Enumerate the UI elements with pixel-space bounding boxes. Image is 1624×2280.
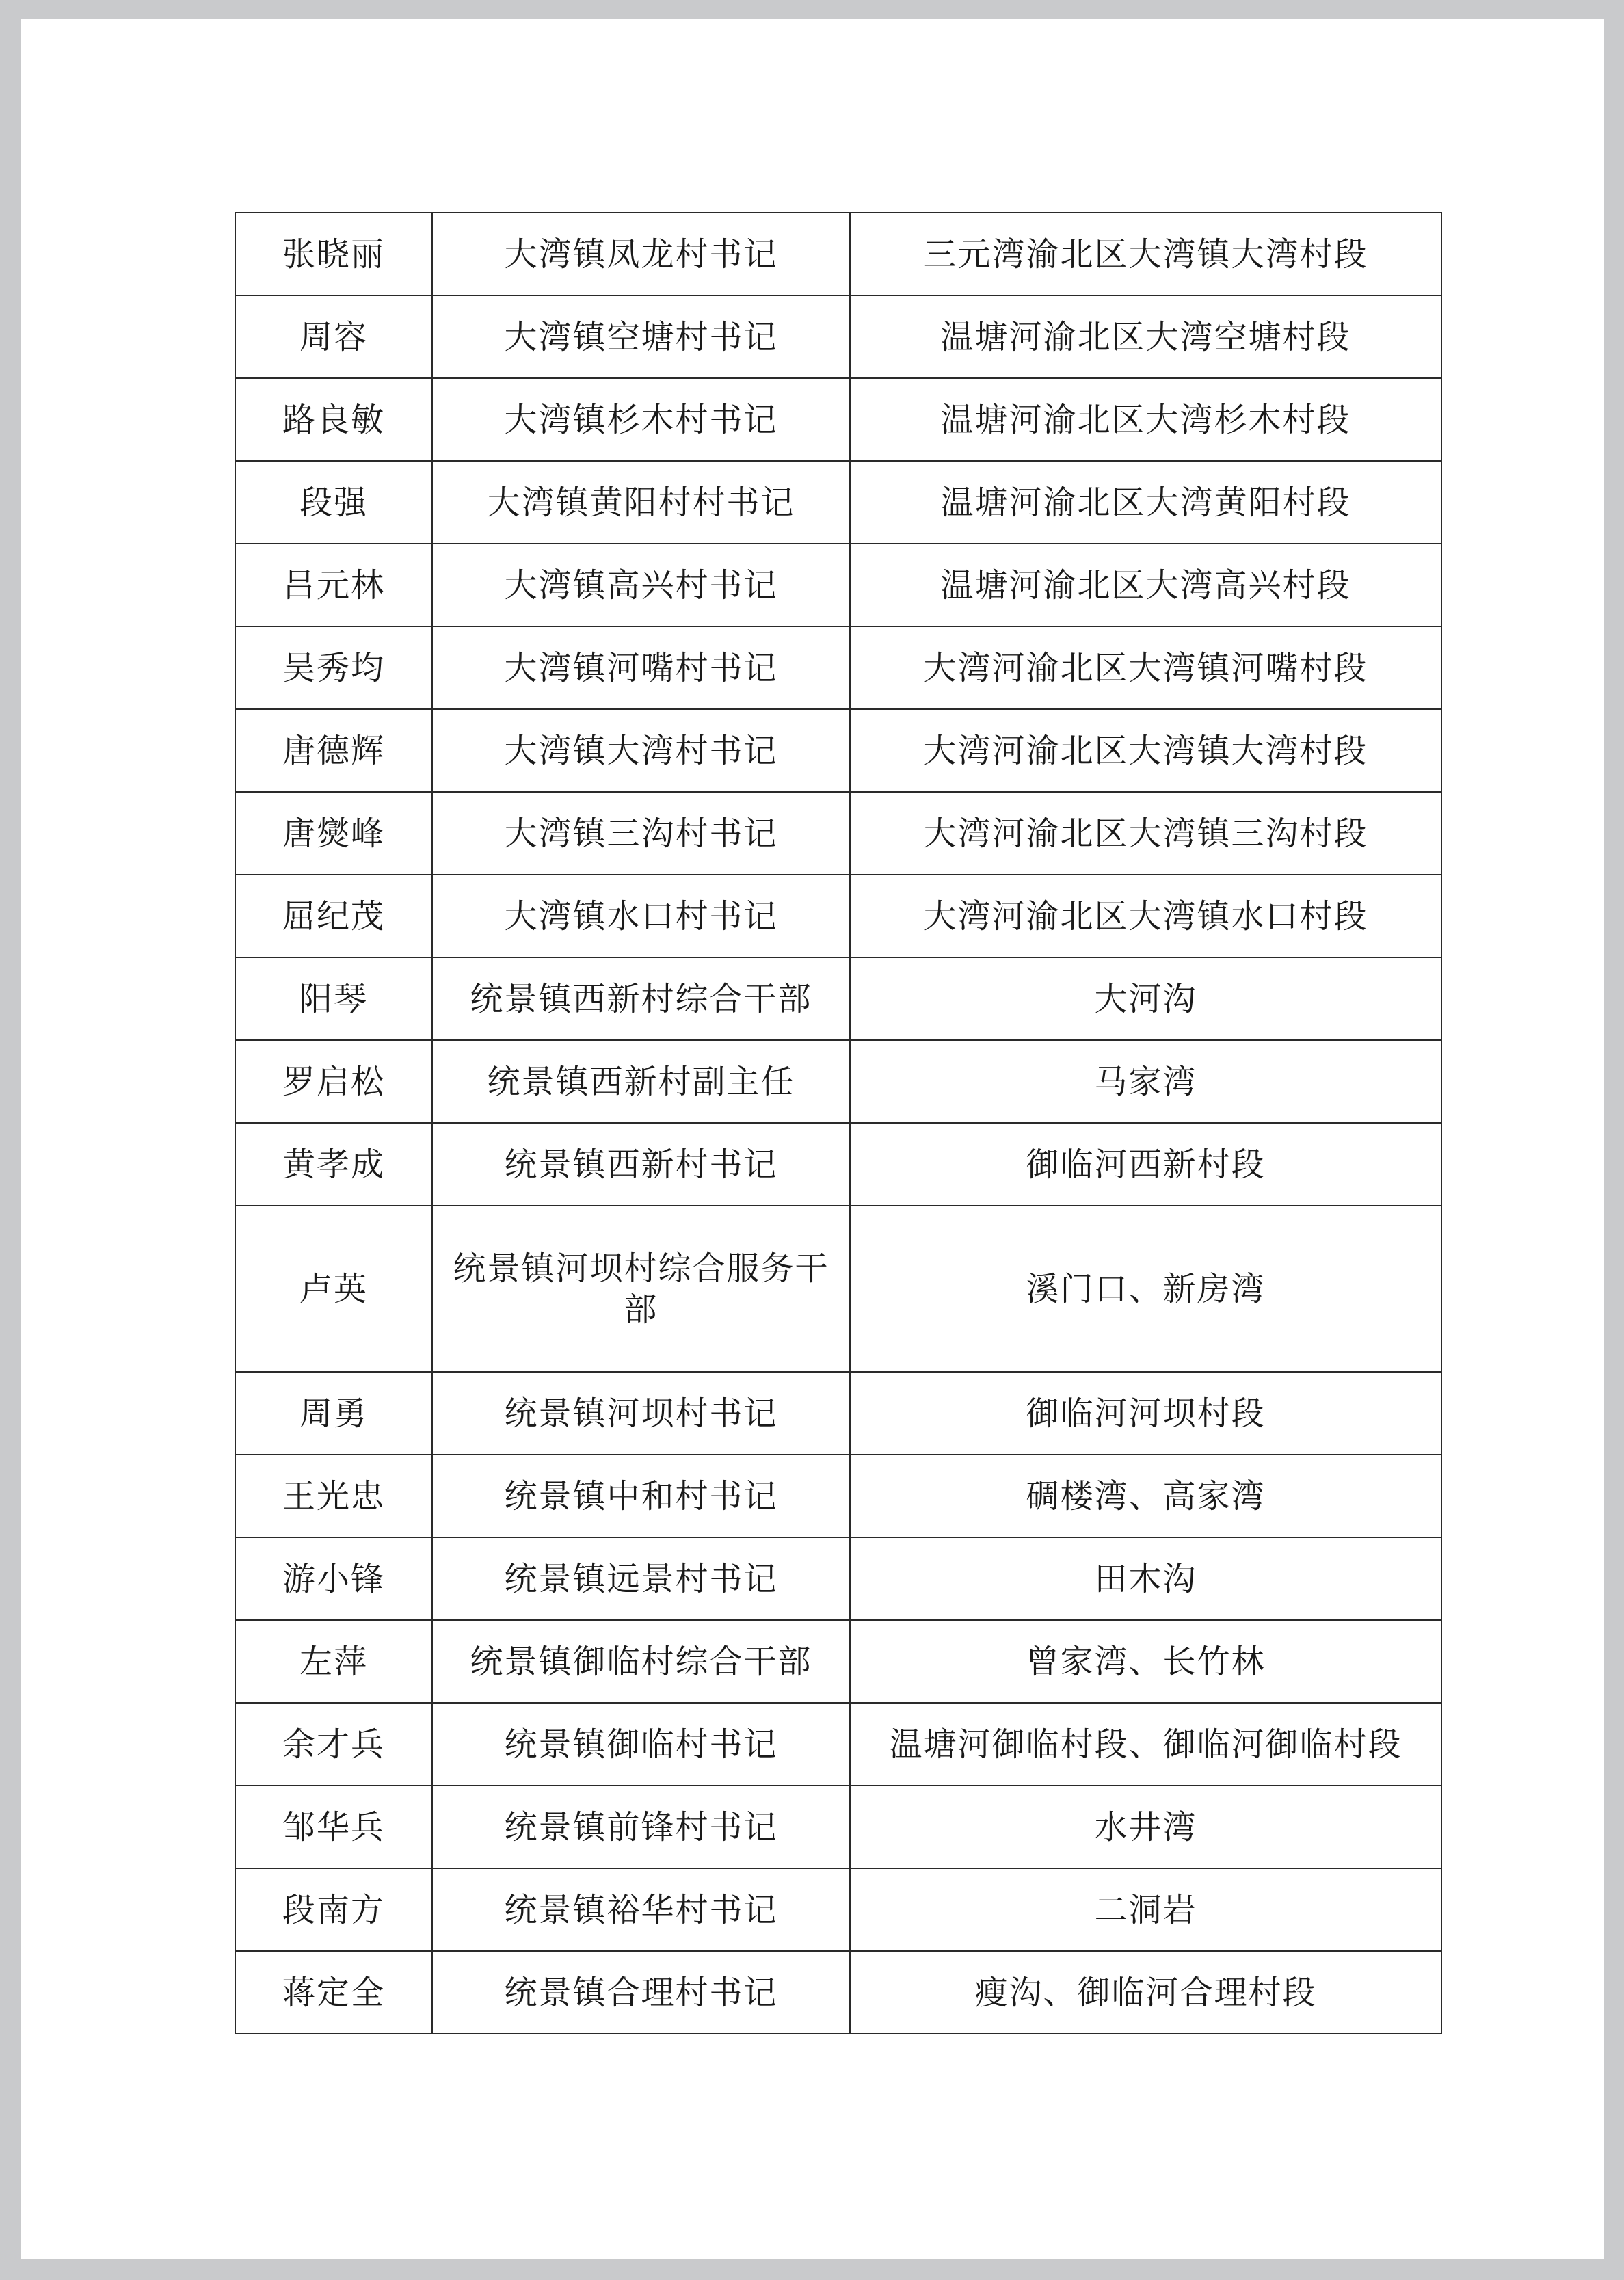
river-section-cell: 水井湾 [850,1786,1441,1868]
river-section-cell: 瘦沟、御临河合理村段 [850,1951,1441,2034]
position-cell: 统景镇远景村书记 [432,1537,850,1620]
position-cell: 统景镇西新村书记 [432,1123,850,1206]
river-section-cell: 温塘河渝北区大湾高兴村段 [850,544,1441,626]
table-row [235,1372,1441,1455]
position-cell: 统景镇御临村书记 [432,1703,850,1786]
name-cell: 余才兵 [235,1703,432,1786]
table-row [235,378,1441,461]
name-cell: 吴秀均 [235,626,432,709]
position-cell: 大湾镇三沟村书记 [432,792,850,875]
name-cell: 屈纪茂 [235,875,432,957]
position-cell: 统景镇西新村副主任 [432,1040,850,1123]
table-row [235,709,1441,792]
table-row [235,792,1441,875]
river-section-cell: 温塘河渝北区大湾空塘村段 [850,295,1441,378]
position-cell: 大湾镇黄阳村村书记 [432,461,850,544]
river-chief-table [235,212,1442,2034]
position-cell: 大湾镇杉木村书记 [432,378,850,461]
name-cell: 蒋定全 [235,1951,432,2034]
table-row [235,875,1441,957]
position-cell: 统景镇合理村书记 [432,1951,850,2034]
river-section-cell: 温塘河渝北区大湾黄阳村段 [850,461,1441,544]
table-row [235,957,1441,1040]
river-section-cell: 马家湾 [850,1040,1441,1123]
table-row [235,544,1441,626]
river-section-cell: 曾家湾、长竹林 [850,1620,1441,1703]
table-body [235,213,1441,2034]
position-cell: 大湾镇高兴村书记 [432,544,850,626]
river-section-cell: 大湾河渝北区大湾镇大湾村段 [850,709,1441,792]
river-section-cell: 三元湾渝北区大湾镇大湾村段 [850,213,1441,295]
name-cell: 黄孝成 [235,1123,432,1206]
name-cell: 阳琴 [235,957,432,1040]
name-cell: 左萍 [235,1620,432,1703]
name-cell: 周勇 [235,1372,432,1455]
river-section-cell: 御临河西新村段 [850,1123,1441,1206]
name-cell: 邹华兵 [235,1786,432,1868]
river-section-cell: 大湾河渝北区大湾镇河嘴村段 [850,626,1441,709]
position-cell: 大湾镇水口村书记 [432,875,850,957]
table-row [235,626,1441,709]
name-cell: 吕元林 [235,544,432,626]
name-cell: 卢英 [235,1206,432,1372]
table-row [235,1123,1441,1206]
river-section-cell: 大河沟 [850,957,1441,1040]
table-row [235,1868,1441,1951]
position-cell: 统景镇西新村综合干部 [432,957,850,1040]
river-section-cell: 田木沟 [850,1537,1441,1620]
river-section-cell: 大湾河渝北区大湾镇水口村段 [850,875,1441,957]
name-cell: 唐爕峰 [235,792,432,875]
table-row [235,1537,1441,1620]
name-cell: 周容 [235,295,432,378]
table-row [235,295,1441,378]
river-section-cell: 二洞岩 [850,1868,1441,1951]
table-row [235,213,1441,295]
name-cell: 罗启松 [235,1040,432,1123]
position-cell: 大湾镇河嘴村书记 [432,626,850,709]
position-cell: 统景镇前锋村书记 [432,1786,850,1868]
name-cell: 段强 [235,461,432,544]
table-row [235,1040,1441,1123]
name-cell: 路良敏 [235,378,432,461]
position-cell: 统景镇裕华村书记 [432,1868,850,1951]
position-cell: 大湾镇大湾村书记 [432,709,850,792]
table-row [235,461,1441,544]
river-section-cell: 御临河河坝村段 [850,1372,1441,1455]
table-row [235,1206,1441,1372]
table-row [235,1786,1441,1868]
river-section-cell: 大湾河渝北区大湾镇三沟村段 [850,792,1441,875]
table-row [235,1620,1441,1703]
river-section-cell: 温塘河御临村段、御临河御临村段 [850,1703,1441,1786]
document-page [21,19,1604,2259]
name-cell: 段南方 [235,1868,432,1951]
table-row [235,1703,1441,1786]
river-section-cell: 温塘河渝北区大湾杉木村段 [850,378,1441,461]
name-cell: 游小锋 [235,1537,432,1620]
name-cell: 王光忠 [235,1455,432,1537]
position-cell: 大湾镇凤龙村书记 [432,213,850,295]
name-cell: 唐德辉 [235,709,432,792]
position-cell: 大湾镇空塘村书记 [432,295,850,378]
river-section-cell: 碉楼湾、高家湾 [850,1455,1441,1537]
position-cell: 统景镇御临村综合干部 [432,1620,850,1703]
position-cell: 统景镇河坝村书记 [432,1372,850,1455]
table-row [235,1951,1441,2034]
table-row [235,1455,1441,1537]
river-section-cell: 溪门口、新房湾 [850,1206,1441,1372]
name-cell: 张晓丽 [235,213,432,295]
position-cell: 统景镇中和村书记 [432,1455,850,1537]
position-cell: 统景镇河坝村综合服务干部 [432,1206,850,1372]
